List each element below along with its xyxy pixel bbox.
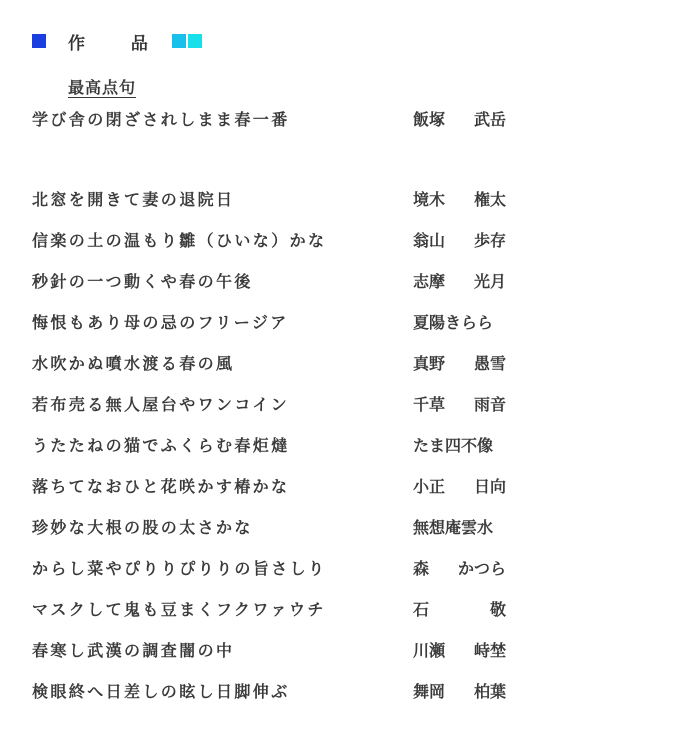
haiku-text: 水吹かぬ噴水渡る春の風 [32, 354, 235, 373]
author-family: 川瀬 [413, 641, 446, 660]
list-item [0, 557, 698, 581]
author-family: 石 [413, 600, 430, 619]
author-name [413, 311, 506, 335]
haiku-text: 悔恨もあり母の忌のフリージア [32, 313, 289, 332]
author-given: 敬 [489, 600, 506, 619]
list-item [0, 598, 698, 622]
list-item [0, 475, 698, 499]
haiku-text: 落ちてなおひと花咲かす椿かな [32, 477, 290, 496]
haiku-text: 珍妙な大根の股の太さかな [32, 518, 253, 537]
list-item [0, 352, 698, 376]
author-given: 武岳 [473, 110, 506, 129]
list-item [0, 680, 698, 704]
author-name [413, 393, 506, 417]
list-item [0, 229, 698, 253]
author-given: 権太 [473, 190, 506, 209]
author-given: 日向 [473, 477, 506, 496]
author-given: 峙埜 [473, 641, 506, 660]
author-given: 光月 [473, 272, 506, 291]
author-name [413, 516, 506, 540]
haiku-text: からし菜やぴりりぴりりの旨さしり [32, 559, 327, 578]
heading-marker-square [172, 34, 186, 48]
haiku-text: 春寒し武漢の調査闇の中 [32, 641, 235, 660]
author-name [413, 229, 506, 253]
author-name [413, 352, 506, 376]
author-family: 飯塚 [413, 110, 446, 129]
author-family: 小正 [413, 477, 446, 496]
list-item [0, 108, 698, 132]
author-name [413, 108, 506, 132]
author-given: 柏葉 [473, 682, 506, 701]
haiku-text: 秒針の一つ動くや春の午後 [32, 272, 253, 291]
haiku-text: 検眼終へ日差しの眩し日脚伸ぶ [32, 682, 290, 701]
author-family: 志摩 [413, 272, 446, 291]
author-given: かつら [457, 559, 506, 578]
author-family: 無想庵雲水 [413, 518, 494, 537]
author-family: たま四不像 [413, 436, 494, 455]
author-given: 雨音 [473, 395, 506, 414]
page-title: 作 品 [68, 33, 168, 54]
page-heading [32, 30, 202, 52]
list-item [0, 516, 698, 540]
author-family: 境木 [413, 190, 446, 209]
author-family: 千草 [413, 395, 446, 414]
haiku-text: 学び舎の閉ざされしまま春一番 [32, 110, 290, 129]
author-name [413, 434, 506, 458]
author-name [413, 557, 506, 581]
author-given: 愚雪 [473, 354, 506, 373]
author-family: 森 [413, 559, 430, 578]
author-name [413, 680, 506, 704]
author-given: 歩存 [473, 231, 506, 250]
list-item [0, 188, 698, 212]
author-name [413, 270, 506, 294]
author-name [413, 188, 506, 212]
list-item [0, 393, 698, 417]
author-name [413, 598, 506, 622]
list-item [0, 639, 698, 663]
heading-marker-left [32, 34, 46, 48]
list-item [0, 311, 698, 335]
heading-marker-square [188, 34, 202, 48]
section-label: 最高点句 [68, 78, 137, 97]
haiku-text: 北窓を開きて妻の退院日 [32, 190, 235, 209]
author-family: 夏陽きらら [413, 313, 494, 332]
author-family: 舞岡 [413, 682, 446, 701]
list-item [0, 270, 698, 294]
author-family: 真野 [413, 354, 446, 373]
haiku-text: うたたねの猫でふくらむ春炬燵 [32, 436, 290, 455]
heading-marker-right [172, 34, 202, 48]
haiku-text: 信楽の土の温もり雛（ひいな）かな [32, 231, 327, 250]
author-family: 翁山 [413, 231, 446, 250]
author-name [413, 639, 506, 663]
haiku-text: 若布売る無人屋台やワンコイン [32, 395, 290, 414]
haiku-text: マスクして鬼も豆まくフクワァウチ [32, 600, 326, 619]
list-item [0, 434, 698, 458]
author-name [413, 475, 506, 499]
